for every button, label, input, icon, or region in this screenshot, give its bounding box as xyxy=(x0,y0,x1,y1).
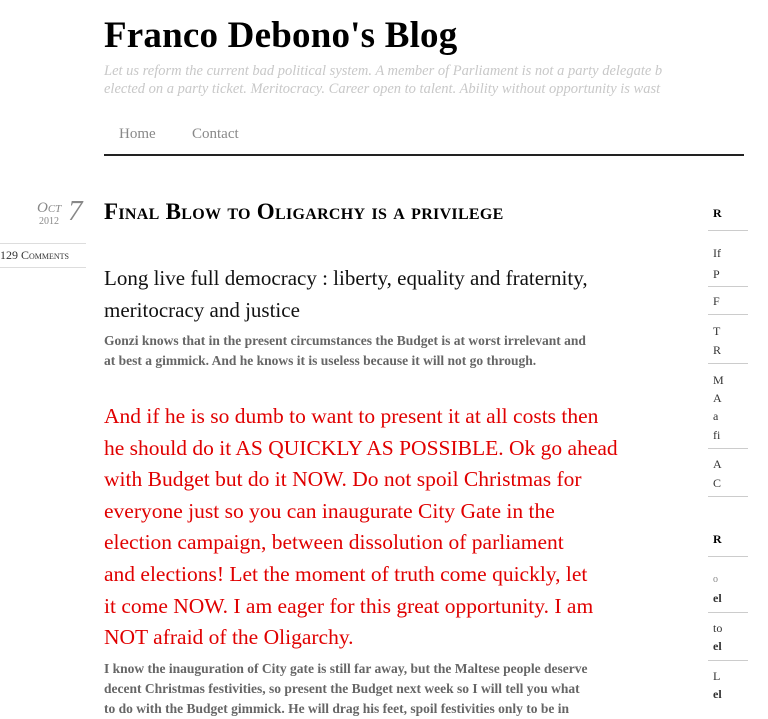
tagline-line: Let us reform the current bad political system. A member of Parliament is not a party delegate b xyxy=(104,63,663,79)
divider xyxy=(708,286,748,287)
sidebar-heading: R xyxy=(713,206,722,220)
main-nav xyxy=(104,114,744,156)
post-subheading xyxy=(104,262,684,326)
comments-link[interactable]: 129 Comments xyxy=(0,248,70,262)
post-paragraph xyxy=(104,331,674,371)
nav-home-link[interactable]: Home xyxy=(119,126,156,142)
post-title[interactable]: Final Blow to Oligarchy is a privilege xyxy=(104,199,504,224)
highlight-line: and elections! Let the moment of truth come quickly, let xyxy=(104,561,588,586)
paragraph-line: at best a gimmick. And he knows it is useless because it will not go through. xyxy=(104,353,537,368)
sidebar-meta: o xyxy=(713,574,718,585)
post-highlight-paragraph xyxy=(104,401,684,654)
sidebar-link[interactable]: P xyxy=(713,267,720,281)
highlight-line: NOT afraid of the Oligarchy. xyxy=(104,625,354,650)
nav-contact-link[interactable]: Contact xyxy=(192,126,239,142)
paragraph-line: to do with the Budget gimmick. He will drag his feet, spoil festivities only to be in xyxy=(104,701,569,716)
highlight-line: And if he is so dumb to want to present it at all costs then xyxy=(104,404,599,428)
sidebar-link[interactable]: R xyxy=(713,343,722,357)
sidebar-link[interactable]: F xyxy=(713,294,720,308)
divider xyxy=(708,496,748,497)
post-date-year: 2012 xyxy=(39,216,59,227)
divider xyxy=(708,314,748,315)
divider xyxy=(708,660,748,661)
highlight-line: he should do it AS QUICKLY AS POSSIBLE. Ok go ahead xyxy=(104,435,618,460)
sidebar-link[interactable]: el xyxy=(713,591,722,605)
highlight-line: election campaign, between dissolution of parliament xyxy=(104,530,564,555)
tagline-line: elected on a party ticket. Meritocracy. Career open to talent. Ability without opportunity is wast xyxy=(104,81,661,97)
highlight-line: it come NOW. I am eager for this great opportunity. I am xyxy=(104,593,594,618)
divider xyxy=(0,243,86,244)
sidebar-link[interactable]: A xyxy=(713,457,722,471)
divider xyxy=(708,230,748,231)
post-date-month: Oct xyxy=(37,200,62,216)
highlight-line: everyone just so you can inaugurate City Gate in the xyxy=(104,498,555,523)
site-title[interactable]: Franco Debono's Blog xyxy=(104,15,458,56)
sidebar-link[interactable]: If xyxy=(713,246,721,260)
sidebar-link[interactable]: M xyxy=(713,373,724,387)
divider xyxy=(708,556,748,557)
sidebar-heading: R xyxy=(713,532,722,546)
sidebar-link[interactable]: A xyxy=(713,391,722,405)
highlight-line: with Budget but do it NOW. Do not spoil Christmas for xyxy=(104,467,582,492)
post-date-day: 7 xyxy=(68,195,83,227)
sidebar-meta: to xyxy=(713,621,723,635)
paragraph-line: decent Christmas festivities, so present the Budget next week so I will tell you what xyxy=(104,681,580,696)
sidebar-link[interactable]: el xyxy=(713,687,722,701)
divider xyxy=(708,448,748,449)
paragraph-line: I know the inauguration of City gate is still far away, but the Maltese people deserve xyxy=(104,661,588,676)
sidebar-link[interactable]: T xyxy=(713,324,721,338)
sidebar-link[interactable]: el xyxy=(713,639,722,653)
subheading-line: Long live full democracy : liberty, equality and fraternity, xyxy=(104,266,588,290)
divider xyxy=(0,267,86,268)
divider xyxy=(708,612,748,613)
post-paragraph xyxy=(104,659,674,719)
sidebar-link[interactable]: fi xyxy=(713,428,721,442)
sidebar-link[interactable]: C xyxy=(713,476,722,490)
divider xyxy=(708,363,748,364)
sidebar-meta: L xyxy=(713,669,721,683)
paragraph-line: Gonzi knows that in the present circumstances the Budget is at worst irrelevant and xyxy=(104,333,586,348)
site-tagline xyxy=(104,62,744,98)
sidebar-link[interactable]: a xyxy=(713,409,719,423)
subheading-line: meritocracy and justice xyxy=(104,298,300,322)
